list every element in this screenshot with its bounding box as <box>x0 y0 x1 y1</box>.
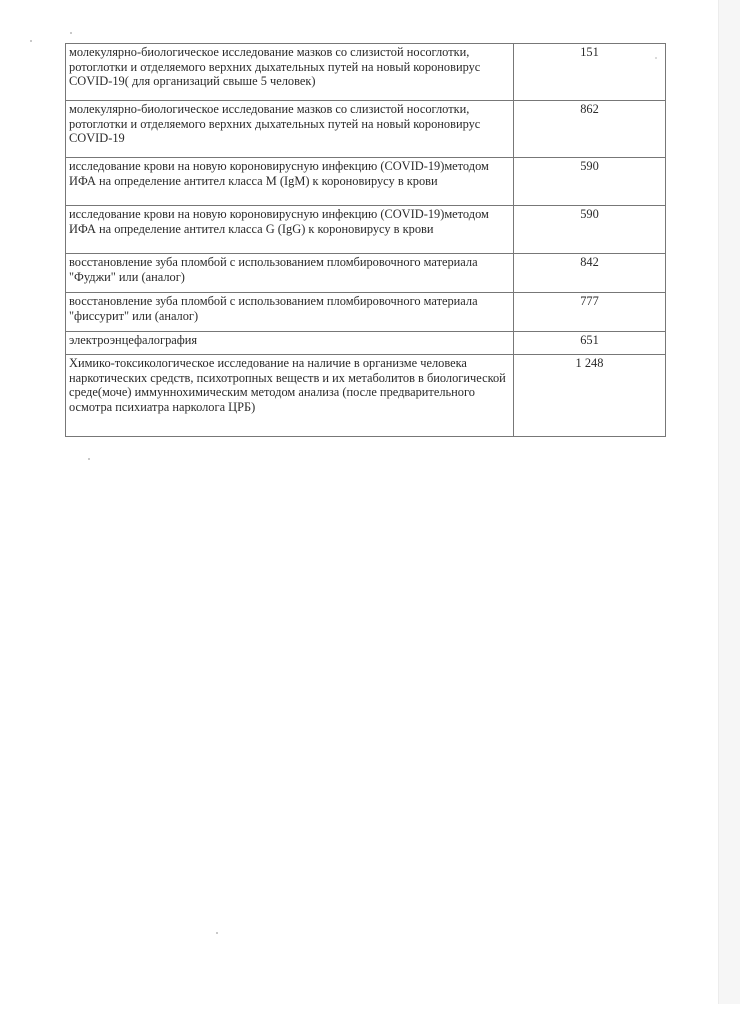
scan-speck <box>216 932 218 934</box>
table-row <box>66 101 666 158</box>
price-cell: 842 <box>514 254 666 293</box>
service-name-cell: электроэнцефалография <box>66 332 514 355</box>
table-row <box>66 44 666 101</box>
table-row <box>66 293 666 332</box>
service-name-cell: молекулярно-биологическое исследование мазков со слизистой носоглотки, ротоглотки и отделяемого верхних дыхательных путей на новый короновирус COVID-19( для организаций свыше 5 человек) <box>66 44 514 101</box>
scan-speck <box>30 40 32 42</box>
table-row <box>66 254 666 293</box>
price-cell: 151 <box>514 44 666 101</box>
table-row <box>66 206 666 254</box>
service-name-cell: восстановление зуба пломбой с использованием пломбировочного материала "Фуджи" или (аналог) <box>66 254 514 293</box>
price-cell: 590 <box>514 206 666 254</box>
table-row <box>66 158 666 206</box>
service-name-cell: молекулярно-биологическое исследование мазков со слизистой носоглотки, ротоглотки и отделяемого верхних дыхательных путей на новый короновирус COVID-19 <box>66 101 514 158</box>
service-name-cell: восстановление зуба пломбой с использованием пломбировочного материала "фиссурит" или (аналог) <box>66 293 514 332</box>
price-cell: 590 <box>514 158 666 206</box>
service-name-cell: исследование крови на новую короновирусную инфекцию (COVID-19)методом ИФА на определение антител класса G (IgG) к короновирусу в крови <box>66 206 514 254</box>
service-name-cell: Химико-токсикологическое исследование на наличие в организме человека наркотических средств, психотропных веществ и их метаболитов в биологической среде(моче) иммуннохимическим методом анализа (после предварительного осмотра психиатра нарколога ЦРБ) <box>66 355 514 437</box>
scan-speck <box>70 32 72 34</box>
table-row <box>66 332 666 355</box>
scan-speck <box>88 458 90 460</box>
service-name-cell: исследование крови на новую короновирусную инфекцию (COVID-19)методом ИФА на определение антител класса M (IgM) к короновирусу в крови <box>66 158 514 206</box>
price-list-table <box>65 43 666 437</box>
price-cell: 777 <box>514 293 666 332</box>
price-cell: 651 <box>514 332 666 355</box>
table-row <box>66 355 666 437</box>
price-cell: 862 <box>514 101 666 158</box>
scan-edge-shadow <box>718 0 740 1004</box>
price-cell: 1 248 <box>514 355 666 437</box>
